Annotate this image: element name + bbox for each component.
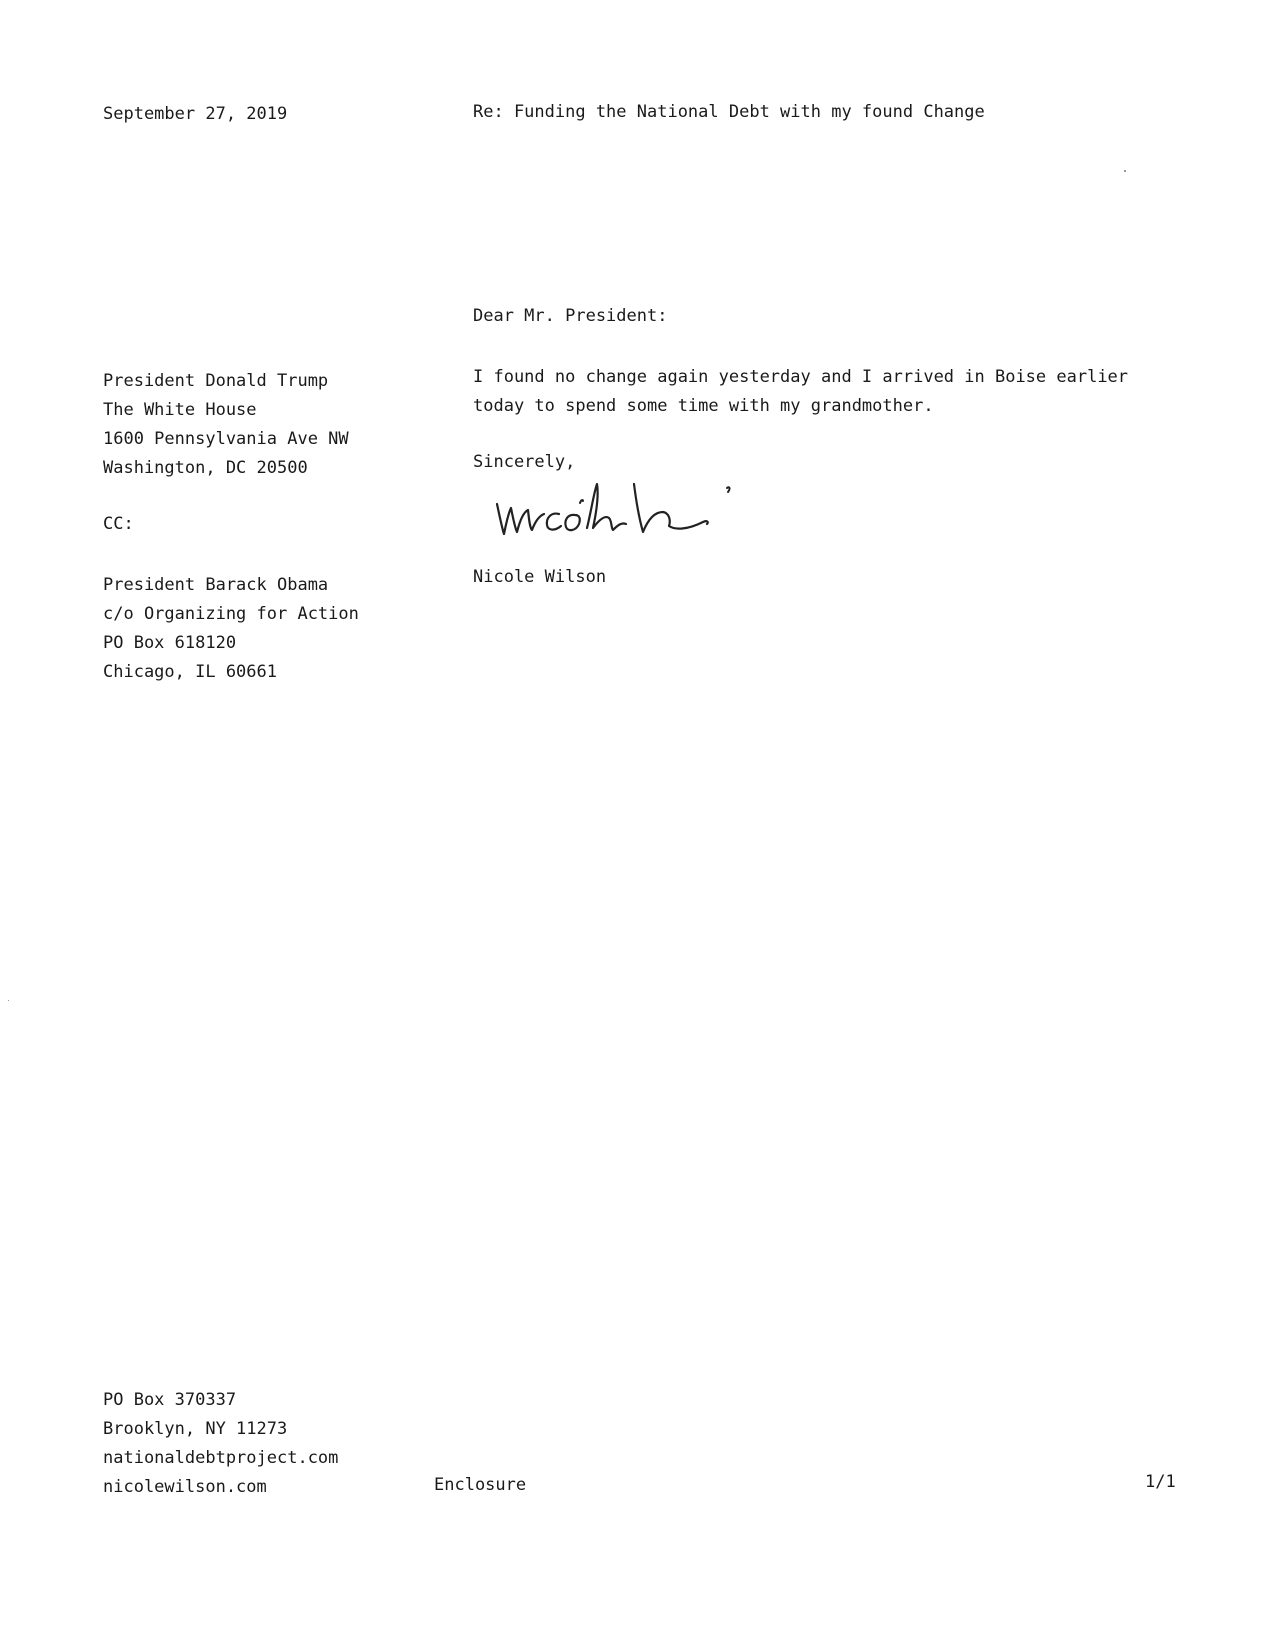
sender-po-box: PO Box 370337 [103,1390,237,1410]
body-line: today to spend some time with my grandmother. [473,396,934,416]
signer-name: Nicole Wilson [473,567,607,587]
scan-speck [8,1000,9,1001]
recipient-organization: The White House [103,400,257,420]
sender-city: Brooklyn, NY 11273 [103,1419,288,1439]
recipient-city: Washington, DC 20500 [103,458,308,478]
letter-subject: Re: Funding the National Debt with my found Change [473,102,985,122]
letter-body [473,363,1128,421]
cc-label: CC: [103,514,134,534]
cc-address [103,571,359,687]
recipient-street: 1600 Pennsylvania Ave NW [103,429,349,449]
cc-city: Chicago, IL 60661 [103,662,277,682]
recipient-address [103,367,349,483]
closing: Sincerely, [473,452,576,472]
body-line: I found no change again yesterday and I arrived in Boise earlier [473,367,1129,387]
cc-po-box: PO Box 618120 [103,633,237,653]
recipient-name: President Donald Trump [103,371,329,391]
sender-address [103,1386,338,1502]
enclosure-note: Enclosure [434,1475,527,1495]
salutation: Dear Mr. President: [473,306,668,326]
handwritten-signature [495,478,745,558]
cc-name: President Barack Obama [103,575,329,595]
cc-organization: c/o Organizing for Action [103,604,359,624]
sender-website-project: nationaldebtproject.com [103,1448,339,1468]
letter-date: September 27, 2019 [103,104,288,124]
page-number: 1/1 [1145,1472,1176,1492]
sender-website-personal: nicolewilson.com [103,1477,267,1497]
scan-speck [1124,170,1126,172]
